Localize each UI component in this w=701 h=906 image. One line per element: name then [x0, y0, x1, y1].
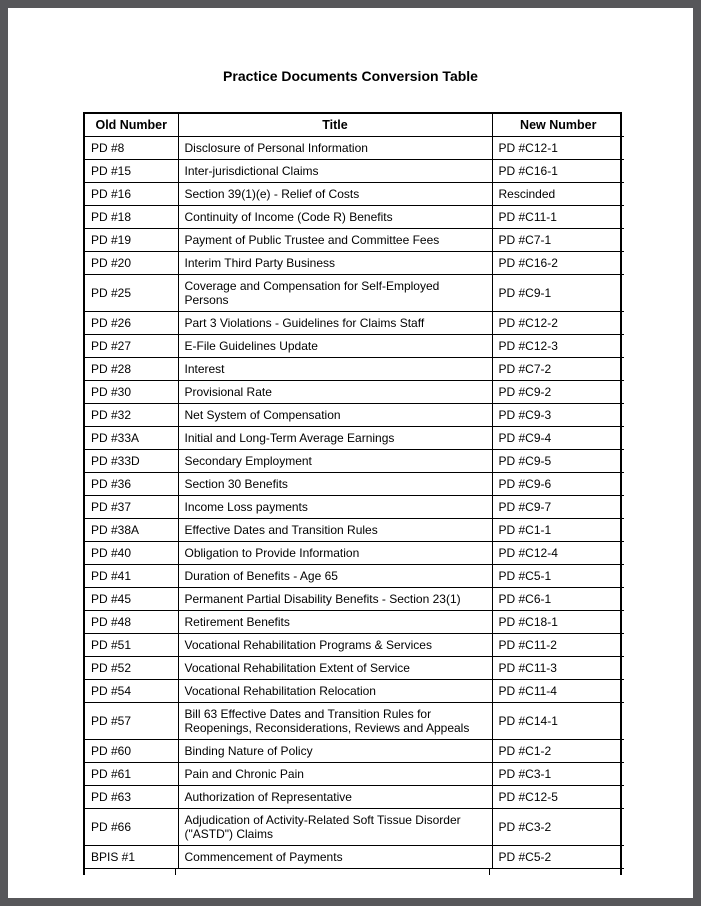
old-number-cell: PD #48: [85, 611, 178, 634]
document-page: [8, 8, 693, 898]
table-row: [85, 680, 624, 703]
table-row: [85, 740, 624, 763]
new-number-cell: PD #C3-1: [492, 763, 624, 786]
table-row: [85, 542, 624, 565]
old-number-cell: PD #15: [85, 160, 178, 183]
title-cell: Binding Nature of Policy: [178, 740, 492, 763]
new-number-cell: PD #C18-1: [492, 611, 624, 634]
new-number-cell: PD #C9-4: [492, 427, 624, 450]
title-cell: Vocational Rehabilitation Programs & Services: [178, 634, 492, 657]
old-number-cell: PD #27: [85, 335, 178, 358]
cut-off-cell: [85, 869, 176, 875]
old-number-cell: PD #19: [85, 229, 178, 252]
title-cell: Secondary Employment: [178, 450, 492, 473]
old-number-cell: PD #51: [85, 634, 178, 657]
new-number-cell: PD #C9-7: [492, 496, 624, 519]
table-row: [85, 657, 624, 680]
new-number-cell: PD #C12-2: [492, 312, 624, 335]
new-number-cell: PD #C3-2: [492, 809, 624, 846]
old-number-cell: PD #45: [85, 588, 178, 611]
title-cell: Bill 63 Effective Dates and Transition Rules for Reopenings, Reconsiderations, Reviews and Appeals: [178, 703, 492, 740]
old-number-cell: PD #66: [85, 809, 178, 846]
table-row: [85, 252, 624, 275]
old-number-cell: PD #36: [85, 473, 178, 496]
new-number-cell: PD #C9-5: [492, 450, 624, 473]
table-row: [85, 450, 624, 473]
title-cell: Initial and Long-Term Average Earnings: [178, 427, 492, 450]
table-row: [85, 160, 624, 183]
new-number-cell: PD #C1-2: [492, 740, 624, 763]
title-cell: Permanent Partial Disability Benefits - Section 23(1): [178, 588, 492, 611]
title-cell: Continuity of Income (Code R) Benefits: [178, 206, 492, 229]
table-row: [85, 183, 624, 206]
old-number-cell: PD #63: [85, 786, 178, 809]
table-row: [85, 358, 624, 381]
table-header: [85, 114, 624, 137]
new-number-cell: PD #C16-2: [492, 252, 624, 275]
old-number-cell: PD #26: [85, 312, 178, 335]
new-number-cell: PD #C11-1: [492, 206, 624, 229]
new-number-cell: PD #C1-1: [492, 519, 624, 542]
title-cell: Coverage and Compensation for Self-Employed Persons: [178, 275, 492, 312]
old-number-cell: PD #38A: [85, 519, 178, 542]
old-number-cell: PD #16: [85, 183, 178, 206]
title-cell: Vocational Rehabilitation Relocation: [178, 680, 492, 703]
new-number-cell: PD #C12-5: [492, 786, 624, 809]
title-cell: Section 30 Benefits: [178, 473, 492, 496]
title-cell: Adjudication of Activity-Related Soft Tissue Disorder ("ASTD") Claims: [178, 809, 492, 846]
new-number-cell: PD #C9-6: [492, 473, 624, 496]
title-cell: E-File Guidelines Update: [178, 335, 492, 358]
title-cell: Commencement of Payments: [178, 846, 492, 869]
table-row: [85, 611, 624, 634]
table-row: [85, 846, 624, 869]
old-number-cell: PD #60: [85, 740, 178, 763]
title-cell: Disclosure of Personal Information: [178, 137, 492, 160]
old-number-cell: PD #25: [85, 275, 178, 312]
title-cell: Obligation to Provide Information: [178, 542, 492, 565]
title-cell: Interim Third Party Business: [178, 252, 492, 275]
new-number-cell: PD #C9-1: [492, 275, 624, 312]
table-row: [85, 137, 624, 160]
table-row: [85, 229, 624, 252]
old-number-cell: PD #57: [85, 703, 178, 740]
table-row: [85, 206, 624, 229]
old-number-cell: PD #54: [85, 680, 178, 703]
header-row: [85, 114, 624, 137]
header-new-number: New Number: [492, 114, 624, 137]
old-number-cell: BPIS #1: [85, 846, 178, 869]
title-cell: Pain and Chronic Pain: [178, 763, 492, 786]
old-number-cell: PD #28: [85, 358, 178, 381]
old-number-cell: PD #8: [85, 137, 178, 160]
table-row: [85, 519, 624, 542]
new-number-cell: PD #C6-1: [492, 588, 624, 611]
title-cell: Income Loss payments: [178, 496, 492, 519]
title-cell: Authorization of Representative: [178, 786, 492, 809]
conversion-table: [83, 112, 622, 869]
cut-off-cell: [490, 869, 620, 875]
table-row: [85, 496, 624, 519]
title-cell: Vocational Rehabilitation Extent of Service: [178, 657, 492, 680]
new-number-cell: PD #C11-3: [492, 657, 624, 680]
title-cell: Provisional Rate: [178, 381, 492, 404]
new-number-cell: PD #C11-4: [492, 680, 624, 703]
old-number-cell: PD #18: [85, 206, 178, 229]
new-number-cell: PD #C5-2: [492, 846, 624, 869]
old-number-cell: PD #37: [85, 496, 178, 519]
new-number-cell: PD #C12-4: [492, 542, 624, 565]
table-row: [85, 335, 624, 358]
new-number-cell: PD #C5-1: [492, 565, 624, 588]
old-number-cell: PD #30: [85, 381, 178, 404]
table-body: [85, 137, 624, 869]
title-cell: Effective Dates and Transition Rules: [178, 519, 492, 542]
new-number-cell: PD #C14-1: [492, 703, 624, 740]
title-cell: Retirement Benefits: [178, 611, 492, 634]
title-cell: Duration of Benefits - Age 65: [178, 565, 492, 588]
title-cell: Part 3 Violations - Guidelines for Claims Staff: [178, 312, 492, 335]
title-cell: Payment of Public Trustee and Committee Fees: [178, 229, 492, 252]
old-number-cell: PD #61: [85, 763, 178, 786]
table-row: [85, 381, 624, 404]
old-number-cell: PD #40: [85, 542, 178, 565]
old-number-cell: PD #41: [85, 565, 178, 588]
table-row: [85, 588, 624, 611]
cut-off-next-row: [83, 869, 622, 875]
table-row: [85, 809, 624, 846]
old-number-cell: PD #32: [85, 404, 178, 427]
table-row: [85, 312, 624, 335]
header-title: Title: [178, 114, 492, 137]
title-cell: Section 39(1)(e) - Relief of Costs: [178, 183, 492, 206]
table-row: [85, 703, 624, 740]
table-row: [85, 565, 624, 588]
old-number-cell: PD #52: [85, 657, 178, 680]
new-number-cell: PD #C9-2: [492, 381, 624, 404]
old-number-cell: PD #33A: [85, 427, 178, 450]
table-row: [85, 404, 624, 427]
title-cell: Inter-jurisdictional Claims: [178, 160, 492, 183]
new-number-cell: PD #C7-2: [492, 358, 624, 381]
title-cell: Net System of Compensation: [178, 404, 492, 427]
new-number-cell: PD #C11-2: [492, 634, 624, 657]
table-row: [85, 275, 624, 312]
new-number-cell: PD #C12-3: [492, 335, 624, 358]
cut-off-cell: [176, 869, 490, 875]
new-number-cell: PD #C16-1: [492, 160, 624, 183]
old-number-cell: PD #33D: [85, 450, 178, 473]
table-row: [85, 473, 624, 496]
new-number-cell: Rescinded: [492, 183, 624, 206]
title-cell: Interest: [178, 358, 492, 381]
new-number-cell: PD #C7-1: [492, 229, 624, 252]
header-old-number: Old Number: [85, 114, 178, 137]
page-title: Practice Documents Conversion Table: [223, 68, 478, 84]
table-row: [85, 634, 624, 657]
new-number-cell: PD #C9-3: [492, 404, 624, 427]
new-number-cell: PD #C12-1: [492, 137, 624, 160]
table-row: [85, 427, 624, 450]
old-number-cell: PD #20: [85, 252, 178, 275]
table-row: [85, 786, 624, 809]
table-row: [85, 763, 624, 786]
